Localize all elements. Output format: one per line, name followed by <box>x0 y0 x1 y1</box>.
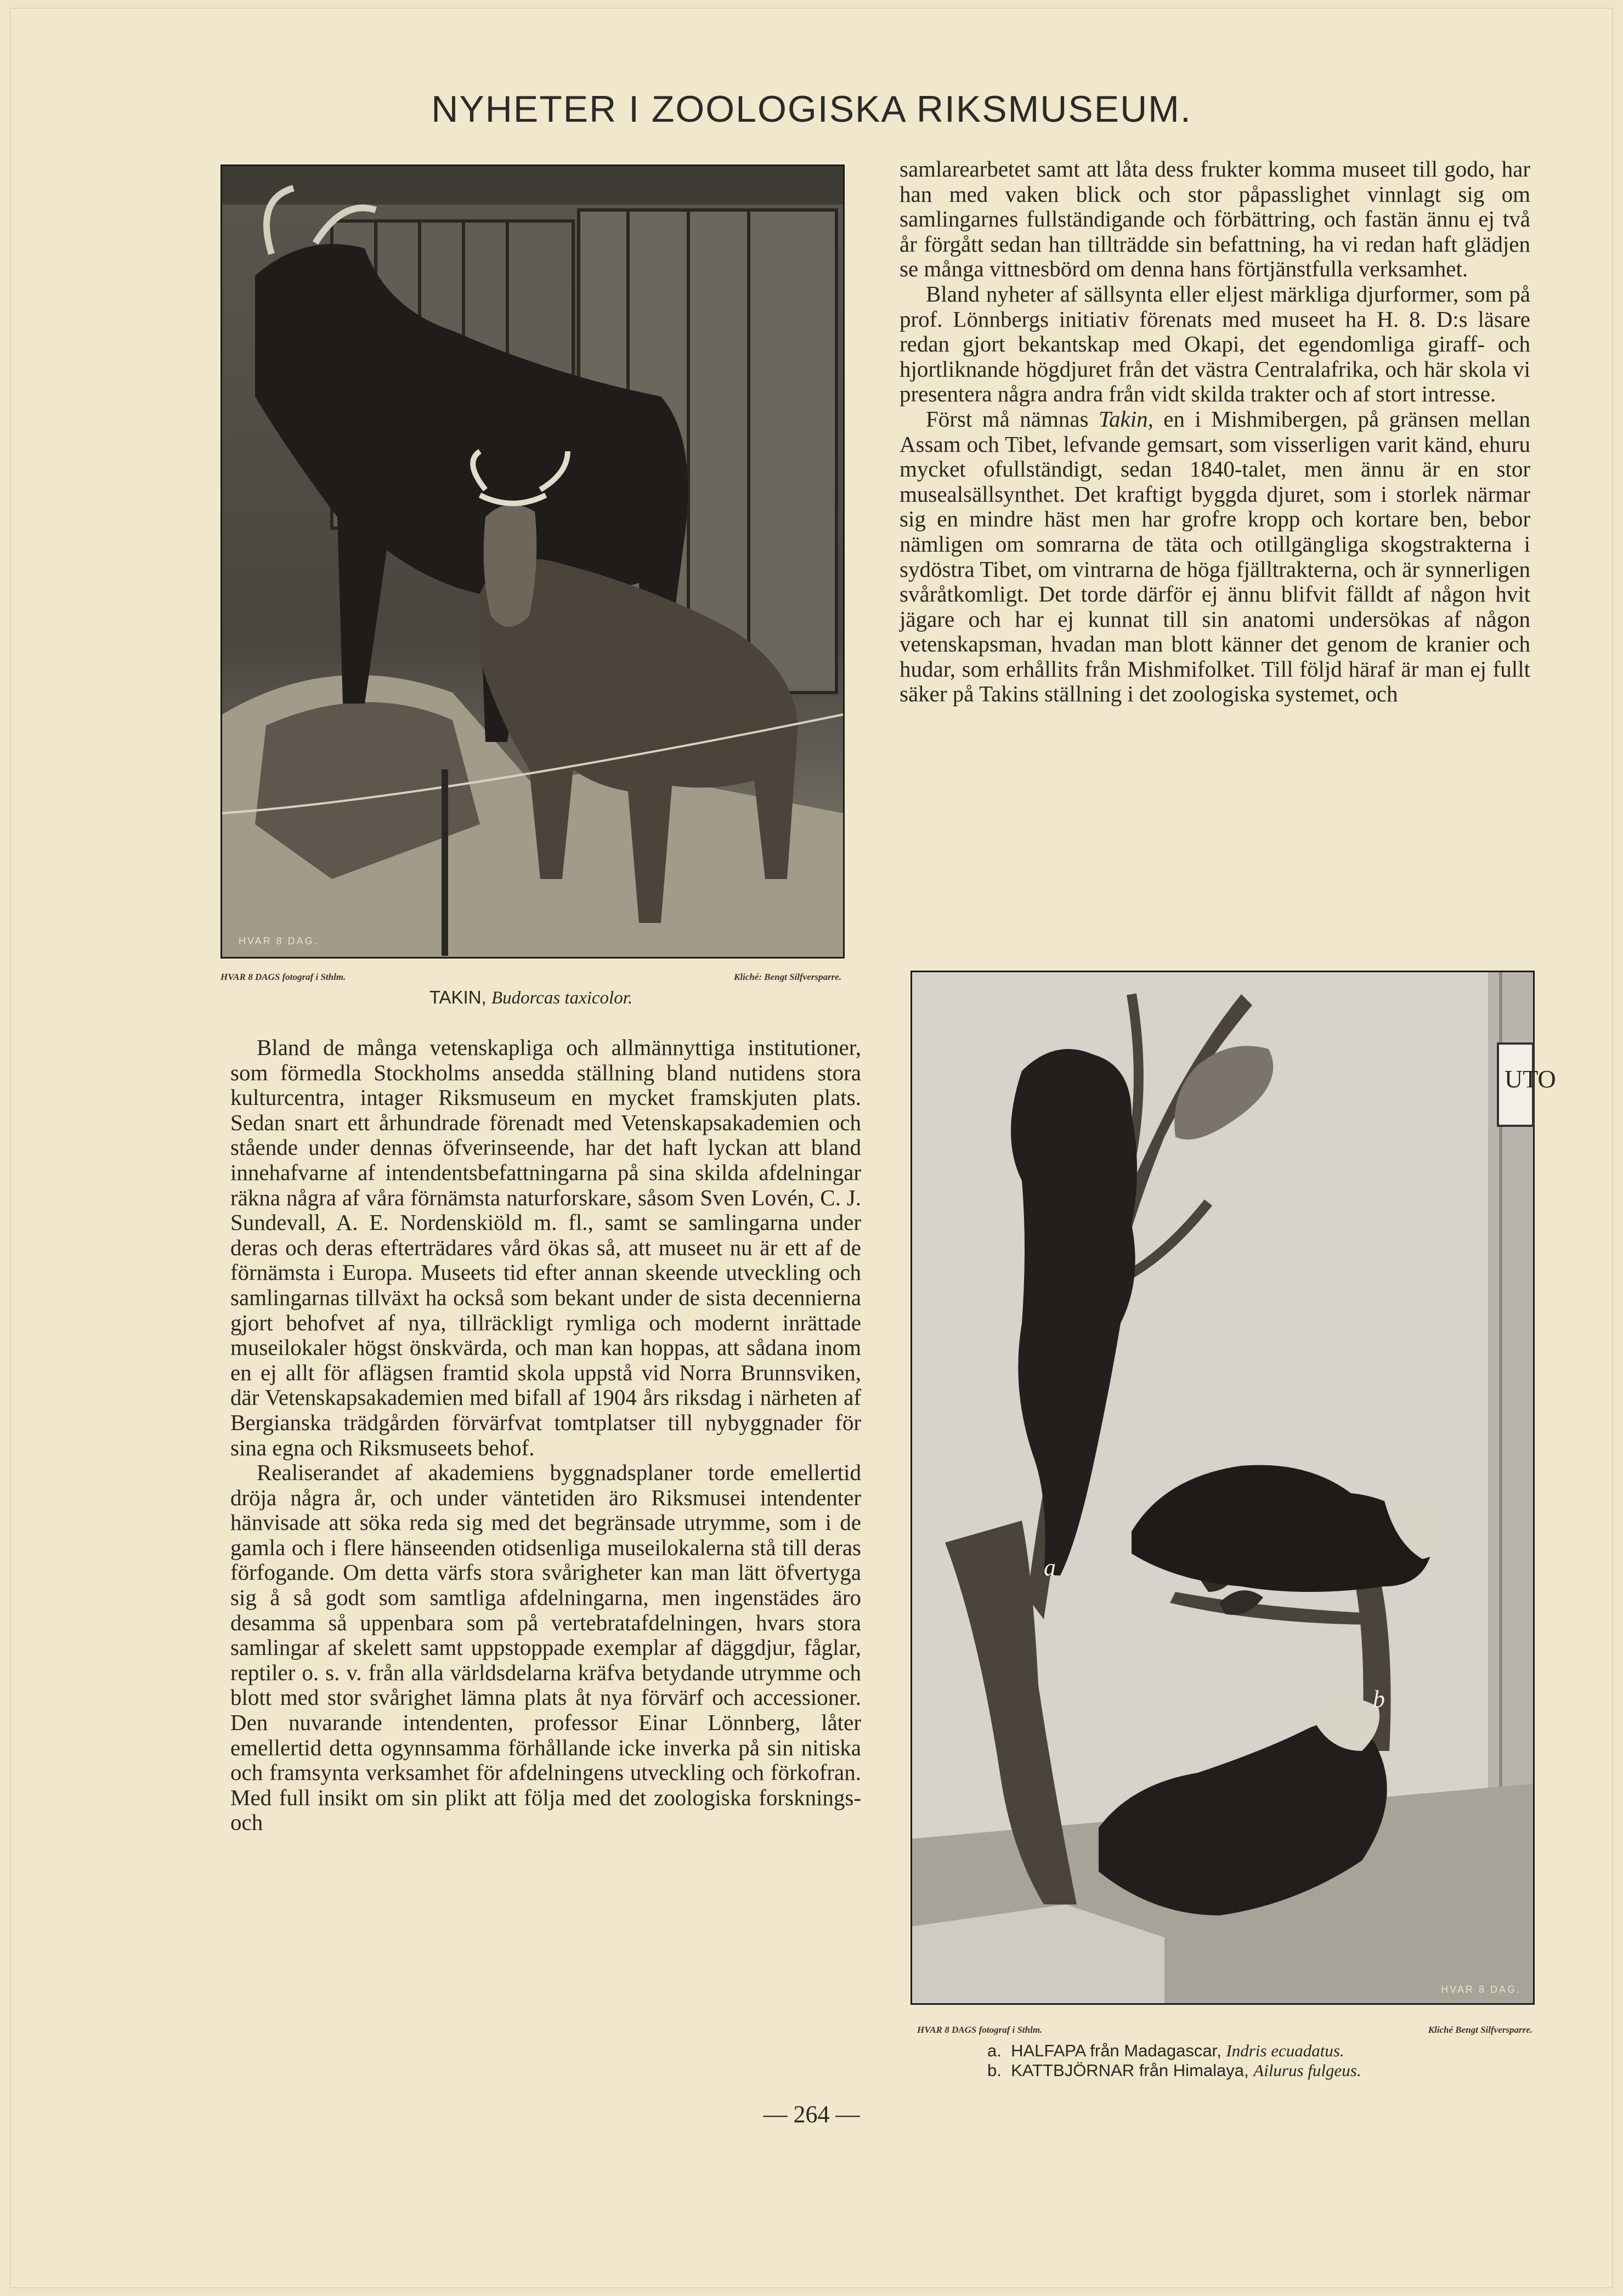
lemur-photo-credit-left: HVAR 8 DAGS fotograf i Sthlm. <box>917 2025 1043 2035</box>
takin-photo-watermark: HVAR 8 DAG. <box>239 936 319 946</box>
caption-item-a-latin: Indris ecuadatus. <box>1226 2041 1344 2060</box>
takin-caption <box>220 987 841 1008</box>
sign-text: UTO <box>1505 1065 1556 1093</box>
caption-item-b <box>987 2061 1536 2080</box>
caption-item-a-text: HALFAPA från Madagascar, <box>1011 2041 1226 2060</box>
takin-photo <box>220 165 845 959</box>
right-paragraph-2: Bland nyheter af sällsynta eller eljest märkliga djurformer, som på prof. Lönnbergs initiativ förenats med museet ha H. 8. D:s läsare redan gjort bekantskap med Okapi, det egendomliga giraff- och hjortliknande högdjuret från det västra Centralafrika, och här skola vi presentera några andra från vidt skilda trakter och af stort intresse. <box>900 281 1530 407</box>
right-paragraph-1: samlarearbetet samt att låta dess frukter komma museet till godo, har han med vaken blick och stor påpasslighet vinnlagt sig om samlingarnes fullständigande och förbättring, och fastän ännu ej två år förgått sedan han tillträdde sin befattning, ha vi redan haft glädjen se många vittnesbörd om denna hans förtjänstfulla verksamhet. <box>900 156 1530 282</box>
label-a: a <box>1044 1554 1056 1581</box>
takin-photo-credits <box>220 972 841 983</box>
takin-caption-name: TAKIN, <box>429 987 491 1007</box>
caption-item-a <box>987 2041 1536 2061</box>
right-paragraph-3-start: Först må nämnas <box>926 406 1099 432</box>
left-paragraph-2: Realiserandet af akademiens byggnadsplaner torde emellertid dröja några år, och under väntetiden äro Riksmusei intendenter hänvisade att söka reda sig med det begränsade utrymme, som i de gamla och i flere hänseenden otidsenliga museilokalerna stå till deras förfogande. Om detta värfs stora svårigheter kan man lätt öfvertyga sig å så godt som samtliga afdelningarna, men ingenstädes äro desamma så uppenbara som på vertebratafdelningen, hvars stora samlingar af skelett samt uppstoppade exemplar af däggdjur, fåglar, reptiler o. s. v. från alla världsdelarna kräfva betydande utrymme och blott med stor svårighet lämna plats åt nya förvärf och accessioner. Den nuvarande intendenten, professor Einar Lönnberg, låter emellertid detta ogynnsamma förhållande icke inverka på sin nitiska och framsynta verksamhet för afdelningens utveckling och förkofran. Med full insikt om sin plikt att följa med det zoologiska forsknings- och <box>230 1460 861 1835</box>
lemur-photo-watermark: HVAR 8 DAG. <box>1441 1984 1521 1995</box>
lemur-caption <box>987 2041 1536 2080</box>
lemur-photo-credits <box>917 2025 1532 2036</box>
caption-item-a-marker: a. <box>987 2041 1002 2060</box>
left-paragraph-1: Bland de många vetenskapliga och allmännyttiga institutioner, som förmedla Stockholms ansedda ställning bland nutidens stora kulturcentra, intager Riksmuseum en mycket framskjuten plats. Sedan snart ett århundrade förenadt med Vetenskapsakademien och stående under dennas öfverinseende, har det haft lyckan att bland innehafvarne af intendentsbefattningarna på sina skilda afdelningar räkna några af våra förnämsta naturforskare, såsom Sven Lovén, C. J. Sundevall, A. E. Nordenskiöld m. fl., samt se samlingarna under deras och deras efterträdares vård ökas så, att museet nu är ett af de förnämsta i Europa. Museets tid efter annan skeende utveckling och samlingarnas tillväxt ha också som bekant under de sista decennierna gjort behofvet af nya, tillräckligt rymliga och modernt inrättade museilokaler högst önskvärda, och man kan hoppas, att sådana inom en ej allt för aflägsen framtid skola uppstå vid Norra Brunnsviken, där Vetenskapsakademien med bifall af 1904 års riksdag i närheten af Bergianska trädgården förvärfvat tomtplatser till nybyggnader för sina egna och Riksmuseets behof. <box>230 1035 861 1460</box>
takin-photo-credit-right: Kliché: Bengt Silfversparre. <box>734 972 841 982</box>
right-paragraph-3 <box>900 407 1530 707</box>
left-text-column <box>230 1035 861 1835</box>
right-text-column <box>900 157 1530 707</box>
takin-caption-latin: Budorcas taxicolor. <box>491 988 633 1008</box>
caption-item-b-text: KATTBJÖRNAR från Himalaya, <box>1011 2061 1254 2080</box>
lemur-photo-credit-right: Kliché Bengt Silfversparre. <box>1428 2025 1532 2035</box>
caption-item-b-marker: b. <box>987 2061 1002 2080</box>
page-number: — 264 — <box>763 2101 860 2128</box>
takin-photo-drawing <box>222 166 843 957</box>
lemur-panda-photo-drawing <box>912 972 1556 2003</box>
caption-item-b-latin: Ailurus fulgeus. <box>1253 2061 1361 2080</box>
page-title: NYHETER I ZOOLOGISKA RIKSMUSEUM. <box>431 88 1192 130</box>
right-paragraph-3-takin: Takin, <box>1098 406 1153 432</box>
takin-photo-credit-left: HVAR 8 DAGS fotograf i Sthlm. <box>220 972 346 982</box>
right-paragraph-3-rest: en i Mishmibergen, på gränsen mellan Assam och Tibet, lefvande gemsart, som visserligen varit känd, ehuru mycket ofullständigt, sedan 1840-talet, men ännu är en stor musealsällsynthet. Det kraftigt byggda djuret, som i storlek närmar sig en mindre häst men har grofre kropp och kortare ben, bebor nämligen om somrarna de täta och otillgängliga skogstrakterna i sydöstra Tibet, om vintrarna de höga fjälltrakterna, och är synnerligen svåråtkomligt. Det torde därför ej ännu blifvit fälldt af någon hvit jägare och har ej kunnat till sin anatomi undersökas af någon vetenskapsman, hvadan man blott känner det genom de kranier och hudar, som erhållits från Mishmifolket. Till följd häraf är man ej fullt säker på Takins ställning i det zoologiska systemet, och <box>900 406 1530 707</box>
lemur-panda-photo <box>911 971 1556 2005</box>
label-b: b <box>1373 1686 1385 1713</box>
